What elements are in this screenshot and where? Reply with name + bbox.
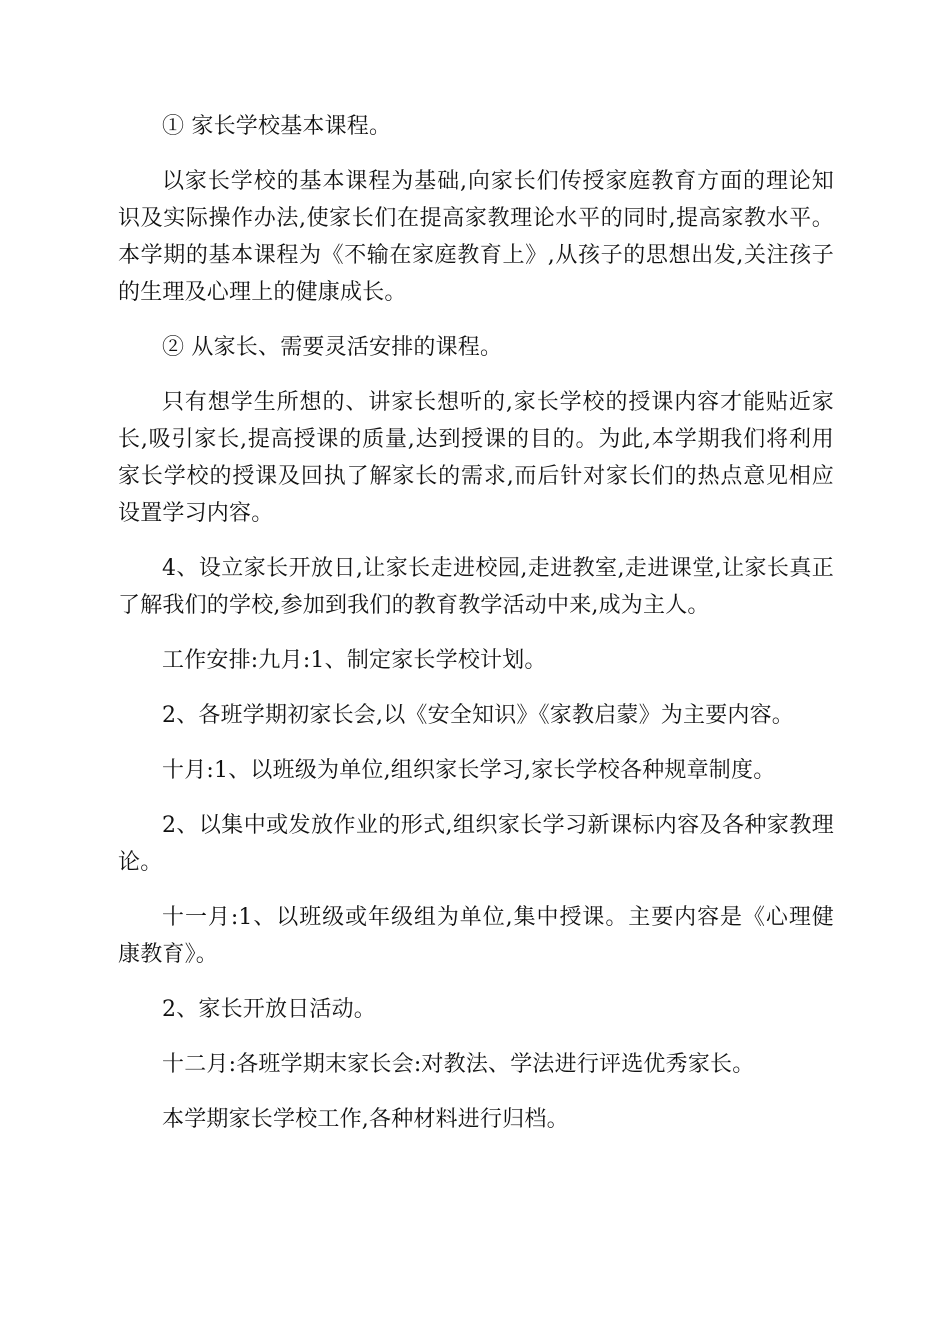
paragraph-schedule-september: 工作安排:九月:1、制定家长学校计划。 xyxy=(162,648,547,673)
paragraph-schedule-november: 十一月:1、以班级或年级组为单位,集中授课。主要内容是《心理健康教育》。 xyxy=(118,905,834,967)
paragraph-basic-course-detail: 以家长学校的基本课程为基础,向家长们传授家庭教育方面的理论知识及实际操作办法,使家长们在提高家教理论水平的同时,提高家教水平。本学期的基本课程为《不输在家庭教育上》,从孩子的思想出发,关注孩子的生理及心理上的健康成长。 xyxy=(118,169,834,305)
paragraph-schedule-october: 十月:1、以班级为单位,组织家长学习,家长学校各种规章制度。 xyxy=(162,758,776,783)
paragraph-schedule-december: 十二月:各班学期末家长会:对教法、学法进行评选优秀家长。 xyxy=(162,1052,755,1077)
paragraph-october-item-2: 2、以集中或发放作业的形式,组织家长学习新课标内容及各种家教理论。 xyxy=(118,813,834,875)
paragraph-flexible-course-detail: 只有想学生所想的、讲家长想听的,家长学校的授课内容才能贴近家长,吸引家长,提高授课的质量,达到授课的目的。为此,本学期我们将利用家长学校的授课及回执了解家长的需求,而后针对家长们的热点意见相应设置学习内容。 xyxy=(118,390,834,526)
paragraph-november-item-2: 2、家长开放日活动。 xyxy=(162,997,376,1022)
paragraph-open-day: 4、设立家长开放日,让家长走进校园,走进教室,走进课堂,让家长真正了解我们的学校,参加到我们的教育教学活动中来,成为主人。 xyxy=(118,556,834,618)
paragraph-flexible-course-heading: ② 从家长、需要灵活安排的课程。 xyxy=(162,335,503,360)
document-body xyxy=(118,108,834,1156)
paragraph-basic-course-heading: ① 家长学校基本课程。 xyxy=(162,114,392,139)
paragraph-archive: 本学期家长学校工作,各种材料进行归档。 xyxy=(162,1107,569,1132)
paragraph-september-item-2: 2、各班学期初家长会,以《安全知识》《家教启蒙》为主要内容。 xyxy=(162,703,794,728)
